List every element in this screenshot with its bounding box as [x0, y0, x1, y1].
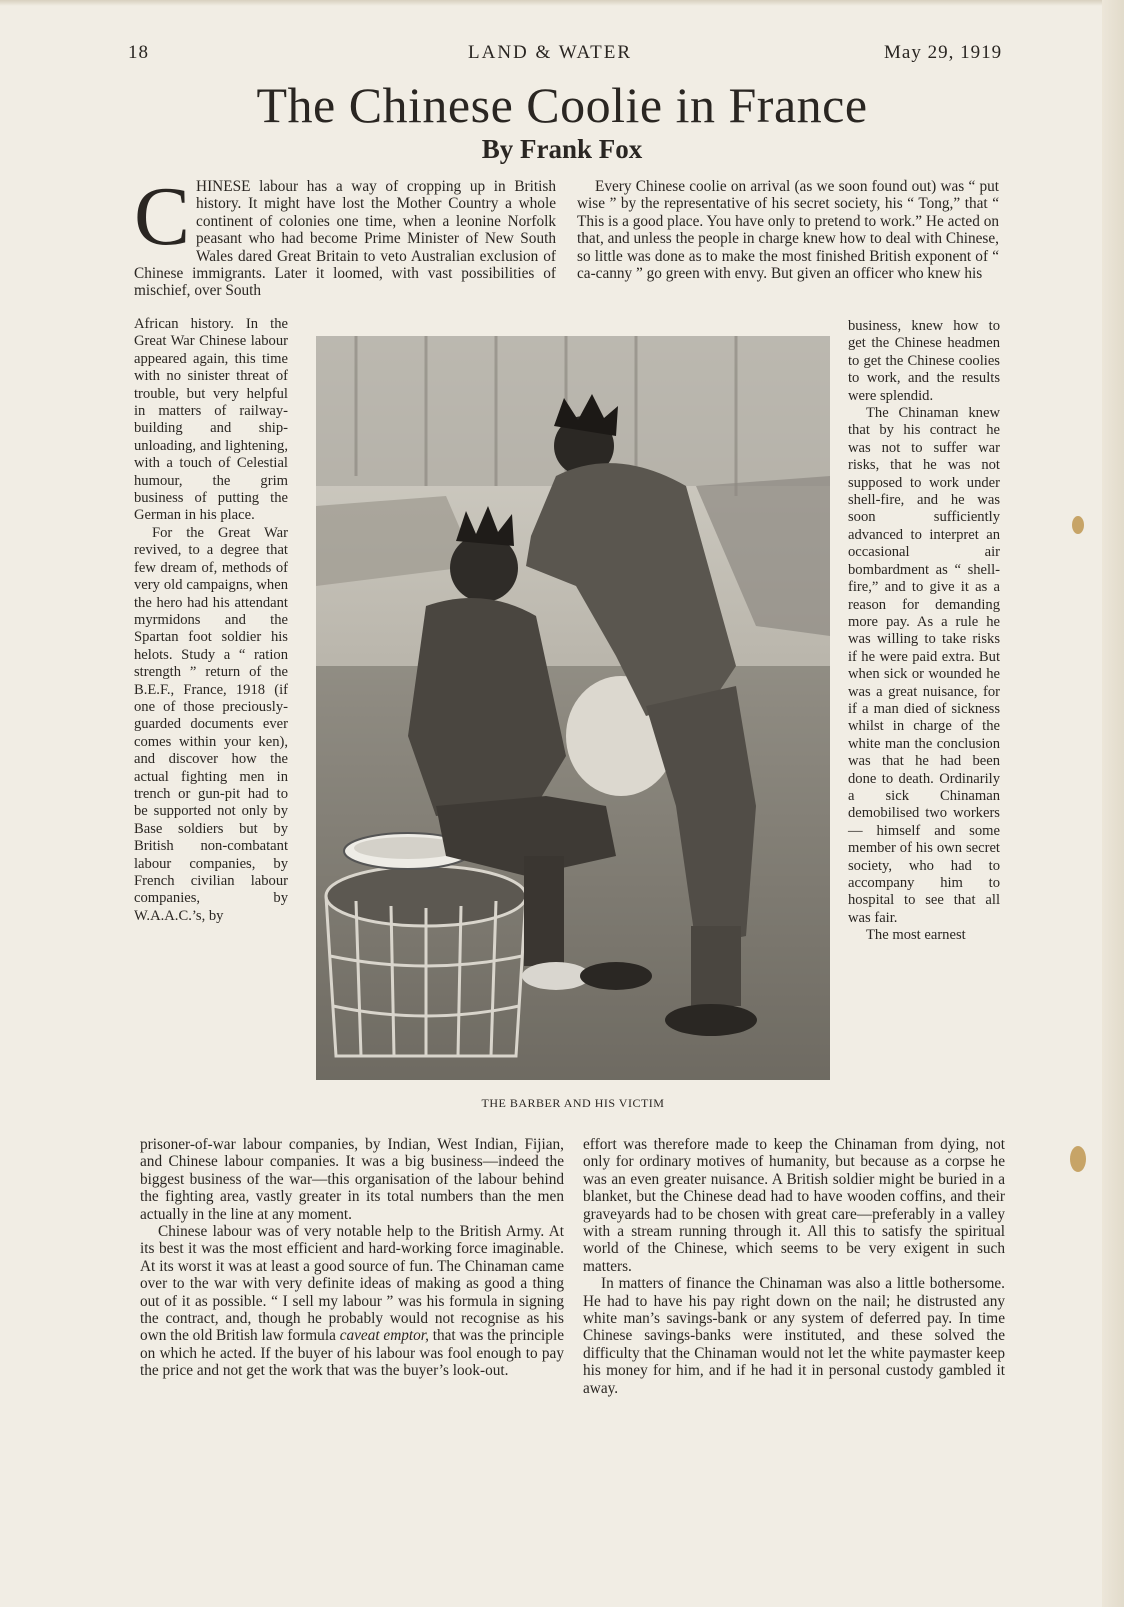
magazine-title: LAND & WATER — [468, 42, 633, 63]
paragraph-text: Chinese labour was of very notable help to the British Army. At its best it was the most efficient and hard-working force imaginable. At its worst it was at least a good source of fun. The Chinaman came over to the war with very definite ideas of making as good a thing out of it as possible. “ I sell my labour ” was his formula in signing the contract, and, though he probably would not recognise as his own the old British law formula — [140, 1223, 564, 1345]
paragraph: HINESE labour has a way of cropping up in British history. It might have lost the Mother Country a whole continent of colonies one time, when a leonine Norfolk peasant who had become Prime Minister of New South Wales dared Great Britain to veto Australian exclusion of Chinese immigrants. Later it loomed, with vast possibilities of mischief, over South — [134, 178, 556, 300]
page-number: 18 — [128, 42, 149, 63]
paragraph: prisoner-of-war labour companies, by Indian, West Indian, Fijian, and Chinese labour companies. It was a big business—indeed the biggest business of the war—this organisation of the labour behind the fighting area, vastly greater in its total numbers than the men actually in the line at any moment. — [140, 1136, 564, 1223]
page-top-edge — [0, 0, 1124, 6]
barber-photograph — [316, 336, 830, 1080]
paper-stain — [1072, 516, 1084, 534]
issue-date: May 29, 1919 — [884, 42, 1003, 63]
paragraph: effort was therefore made to keep the Chinaman from dying, not only for ordinary motives of humanity, but because as a corpse he was an even greater nuisance. A British soldier might be buried in a blanket, but the Chinese dead had to have wooden coffins, and their graveyards had to be chosen with great care—preferably in a valley with a stream running through it. All this to satisfy the spiritual world of the Chinese, which seems to be very exigent in such matters. — [583, 1136, 1005, 1275]
left-column-top — [134, 170, 556, 300]
paragraph — [140, 1223, 564, 1380]
drop-cap: C — [134, 170, 191, 263]
right-column-top — [577, 178, 999, 282]
paragraph-text: that was the principle on which he acted. If the buyer of his labour was fool enough to pay the price and not get the work that was the buyer’s look-out. — [140, 1327, 564, 1380]
article-title: The Chinese Coolie in France — [256, 77, 868, 133]
left-column-narrow — [134, 316, 288, 925]
photograph-illustration — [316, 336, 830, 1080]
paragraph: Every Chinese coolie on arrival (as we soon found out) was “ put wise ” by the representative of his secret society, his “ Tong,” that “ This is a good place. You have only to pretend to work.” He acted on that, and unless the people in charge knew how to deal with Chinese, so little was done as to make the most finished British exponent of “ ca-canny ” go green with envy. But given an officer who knew his — [577, 178, 999, 283]
article-byline: By Frank Fox — [481, 134, 643, 164]
paragraph: For the Great War revived, to a degree that few dream of, methods of very old campaigns, when the hero had his attendant myrmidons and the Spartan foot soldier his helots. Study a “ ration strength ” return of the B.E.F., France, 1918 (if one of those preciously-guarded documents ever comes within your ken), and discover how the actual fighting men in trench or gun-pit had to be supported not only by Base soldiers but by British non-combatant labour companies, by French civilian labour companies, by W.A.A.C.’s, by — [134, 524, 288, 924]
paragraph: The Chinaman knew that by his contract he was not to suffer war risks, that he was not supposed to work under shell-fire, and he was soon sufficiently advanced to interpret an occasional air bombardment as “ shell-fire,” and to give it as a reason for demanding more pay. As a rule he was willing to take risks if he were paid extra. But when sick or wounded he was a great nuisance, for if a man died of sickness whilst in charge of the white man the conclusion was that he had been done to death. Ordinarily a sick Chinaman demobilised two workers — himself and some member of his own secret society, who had to accompany him to hospital to see that all was fair. — [848, 405, 1000, 926]
paragraph: African history. In the Great War Chinese labour appeared again, this time with no sinister threat of trouble, but very helpful in matters of railway-building and ship-unloading, and lightening, with a touch of Celestial humour, the grim business of putting the German in his place. — [134, 316, 288, 524]
left-column-bottom — [140, 1136, 564, 1380]
paragraph: business, knew how to get the Chinese headmen to get the Chinese coolies to work, and the results were splendid. — [848, 318, 1000, 404]
right-column-narrow — [848, 318, 1000, 945]
page-right-edge — [1102, 0, 1124, 1607]
right-column-bottom — [583, 1136, 1005, 1397]
latin-phrase: caveat emptor, — [339, 1327, 429, 1345]
photo-caption: THE BARBER AND HIS VICTIM — [481, 1096, 665, 1110]
paragraph: The most earnest — [866, 927, 966, 944]
paper-stain — [1070, 1146, 1086, 1172]
paragraph: In matters of finance the Chinaman was also a little bothersome. He had to have his pay right down on the nail; he distrusted any white man’s savings-bank or any system of deferred pay. In time Chinese savings-banks were instituted, and these solved the difficulty that the Chinaman would not let the white paymaster keep his money for him, and if he had it in personal custody gambled it away. — [583, 1275, 1005, 1397]
